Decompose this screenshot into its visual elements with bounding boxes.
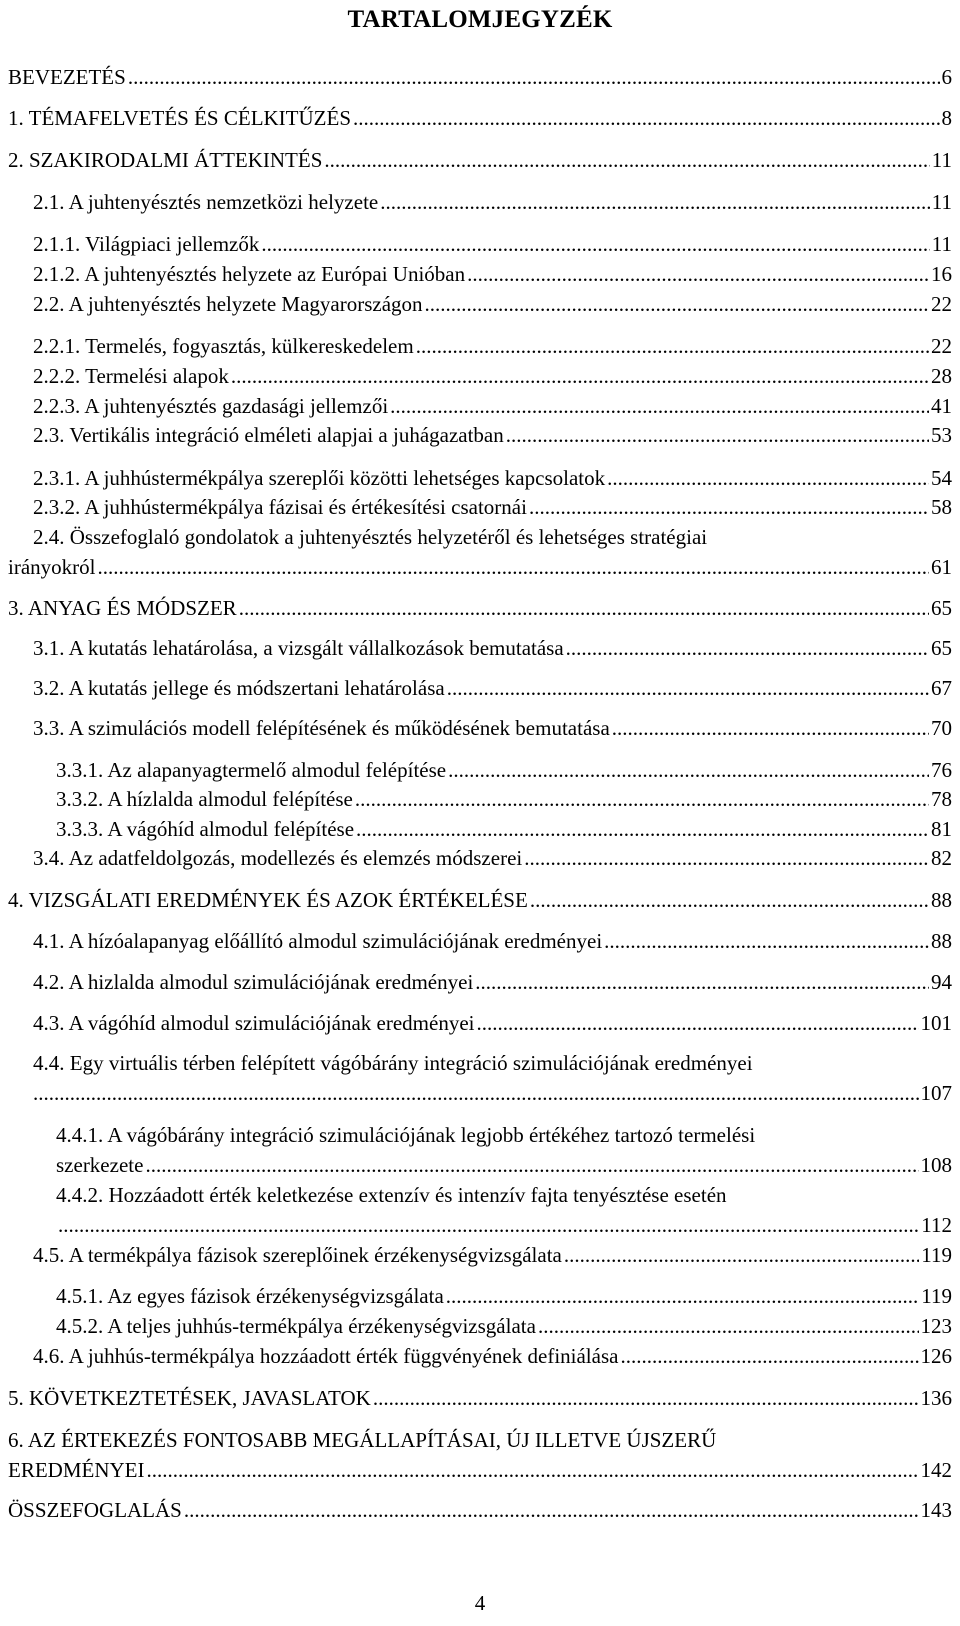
toc-entry-4-2[interactable]	[8, 967, 952, 997]
toc-leader	[476, 1008, 918, 1038]
toc-leader	[564, 1240, 919, 1270]
toc-entry-text: 3.3.1. Az alapanyagtermelő almodul felépítése	[56, 758, 447, 782]
toc-entry-2-3-1[interactable]	[8, 463, 952, 493]
toc-leader	[530, 885, 929, 915]
toc-entry-page: 22	[931, 292, 952, 316]
toc-entry-5[interactable]	[8, 1383, 952, 1413]
toc-entry-2-2[interactable]	[8, 289, 952, 319]
toc-entry-text: 2.1. A juhtenyésztés nemzetközi helyzete	[33, 190, 379, 214]
toc-entry-text: 3.1. A kutatás lehatárolása, a vizsgált vállalkozások bemutatása	[33, 636, 564, 660]
toc-leader	[355, 784, 929, 814]
toc-entry-3-3-2[interactable]	[8, 784, 952, 814]
toc-entry-text: 4.5.1. Az egyes fázisok érzékenységvizsgálata	[56, 1284, 444, 1308]
toc-leader	[373, 1383, 919, 1413]
toc-entry-page: 8	[941, 106, 952, 130]
toc-entry-text: 2.3.1. A juhhústermékpálya szereplői közötti lehetséges kapcsolatok	[33, 466, 606, 490]
toc-entry-4-4[interactable]	[8, 1048, 952, 1108]
toc-leader	[356, 814, 929, 844]
toc-leader	[538, 1311, 919, 1341]
toc-entry-page: 70	[931, 716, 952, 740]
toc-entry-2-2-1[interactable]	[8, 331, 952, 361]
toc-entry-page: 142	[920, 1458, 952, 1482]
toc-entry-2-3[interactable]	[8, 420, 952, 450]
toc-entry-page: 123	[920, 1314, 952, 1338]
toc-entry-text: 3.3. A szimulációs modell felépítésének és működésének bemutatása	[33, 716, 610, 740]
toc-leader	[446, 1281, 920, 1311]
toc-entry-text: 4.5.2. A teljes juhhús-termékpálya érzékenységvizsgálata	[56, 1314, 536, 1338]
toc-entry-6[interactable]	[8, 1425, 952, 1485]
toc-leader	[146, 1455, 918, 1485]
toc-entry-2-1[interactable]	[8, 187, 952, 217]
toc-leader	[607, 463, 929, 493]
toc-entry-page: 41	[931, 394, 952, 418]
toc-leader	[566, 633, 929, 663]
toc-entry-text: 4.6. A juhhús-termékpálya hozzáadott érték függvényének definiálása	[33, 1344, 619, 1368]
toc-entry-page: 76	[931, 758, 952, 782]
toc-entry-3-3-1[interactable]	[8, 755, 952, 785]
toc-entry-2-2-2[interactable]	[8, 361, 952, 391]
toc-entry-4-5-2[interactable]	[8, 1311, 952, 1341]
toc-leader	[58, 1210, 919, 1240]
toc-entry-3-2[interactable]	[8, 673, 952, 703]
toc-entry-2-1-1[interactable]	[8, 229, 952, 259]
toc-entry-page: 58	[931, 495, 952, 519]
toc-entry-page: 108	[920, 1153, 952, 1177]
toc-leader	[353, 103, 939, 133]
toc-leader	[416, 331, 929, 361]
toc-entry-text: ÖSSZEFOGLALÁS	[8, 1498, 182, 1522]
toc-leader	[145, 1150, 918, 1180]
toc-entry-text: 2.1.2. A juhtenyésztés helyzete az Európai Unióban	[33, 262, 466, 286]
toc-entry-text: 3.3.2. A hízlalda almodul felépítése	[56, 787, 353, 811]
toc-entry-text: 2.2.3. A juhtenyésztés gazdasági jellemzői	[33, 394, 389, 418]
toc-entry-page: 119	[921, 1243, 952, 1267]
toc-entry-page: 22	[931, 334, 952, 358]
toc-entry-page: 53	[931, 423, 952, 447]
toc-leader	[128, 62, 940, 92]
toc-entry-page: 119	[921, 1284, 952, 1308]
toc-entry-text: EREDMÉNYEI	[8, 1458, 145, 1482]
toc-title: TARTALOMJEGYZÉK	[347, 6, 613, 33]
toc-entry-text: BEVEZETÉS	[8, 65, 126, 89]
toc-leader	[261, 229, 929, 259]
toc-entry-text-first-line: 2.4. Összefoglaló gondolatok a juhtenyésztés helyzetéről és lehetséges stratégiai	[33, 525, 708, 549]
toc-leader	[239, 593, 929, 623]
toc-leader	[324, 145, 929, 175]
toc-entry-text: irányokról	[8, 555, 96, 579]
toc-entry-osszefoglalas[interactable]	[8, 1495, 952, 1525]
toc-leader	[524, 843, 929, 873]
toc-entry-text: szerkezete	[56, 1153, 144, 1177]
toc-entry-2[interactable]	[8, 145, 952, 175]
toc-entry-page: 94	[931, 970, 952, 994]
toc-entry-page: 67	[931, 676, 952, 700]
toc-entry-text: 4.2. A hizlalda almodul szimulációjának eredményei	[33, 970, 474, 994]
toc-entry-page: 11	[931, 232, 952, 256]
toc-leader	[33, 1078, 919, 1108]
toc-leader	[448, 755, 929, 785]
toc-leader	[425, 289, 929, 319]
toc-entry-page: 61	[931, 555, 952, 579]
toc-leader	[475, 967, 929, 997]
toc-leader	[184, 1495, 919, 1525]
toc-entry-text: 5. KÖVETKEZTETÉSEK, JAVASLATOK	[8, 1386, 371, 1410]
toc-entry-page: 126	[920, 1344, 952, 1368]
toc-entry-text: 2.3.2. A juhhústermékpálya fázisai és értékesítési csatornái	[33, 495, 527, 519]
toc-entry-text: 2.2.2. Termelési alapok	[33, 364, 229, 388]
toc-entry-page: 78	[931, 787, 952, 811]
toc-entry-page: 81	[931, 817, 952, 841]
toc-leader	[231, 361, 929, 391]
toc-leader	[604, 926, 929, 956]
toc-entry-page: 65	[931, 596, 952, 620]
toc-entry-text-first-line: 4.4.1. A vágóbárány integráció szimulációjának legjobb értékéhez tartozó termelési	[56, 1123, 756, 1147]
toc-entry-3-1[interactable]	[8, 633, 952, 663]
toc-entry-2-3-2[interactable]	[8, 492, 952, 522]
toc-entry-2-4[interactable]	[8, 522, 952, 582]
toc-entry-text: 4.5. A termékpálya fázisok szereplőinek érzékenységvizsgálata	[33, 1243, 562, 1267]
toc-entry-text: 3.2. A kutatás jellege és módszertani lehatárolása	[33, 676, 445, 700]
toc-leader	[447, 673, 929, 703]
toc-entry-4-3[interactable]	[8, 1008, 952, 1038]
toc-entry-page: 107	[920, 1081, 952, 1105]
toc-entry-page: 28	[931, 364, 952, 388]
toc-leader	[506, 420, 929, 450]
toc-leader	[529, 492, 929, 522]
toc-entry-page: 11	[931, 148, 952, 172]
toc-entry-4-4-2[interactable]	[8, 1180, 952, 1240]
toc-entry-3-3-3[interactable]	[8, 814, 952, 844]
toc-entry-4-1[interactable]	[8, 926, 952, 956]
toc-entry-text: 2.2.1. Termelés, fogyasztás, külkereskedelem	[33, 334, 414, 358]
toc-entry-page: 82	[931, 846, 952, 870]
toc-entry-text: 3. ANYAG ÉS MÓDSZER	[8, 596, 237, 620]
toc-leader	[97, 552, 929, 582]
toc-entry-4-5[interactable]	[8, 1240, 952, 1270]
toc-entry-text: 3.4. Az adatfeldolgozás, modellezés és elemzés módszerei	[33, 846, 523, 870]
toc-entry-3-4[interactable]	[8, 843, 952, 873]
toc-entry-text: 2.3. Vertikális integráció elméleti alapjai a juhágazatban	[33, 423, 504, 447]
toc-entry-text: 3.3.3. A vágóhíd almodul felépítése	[56, 817, 355, 841]
toc-leader	[612, 713, 929, 743]
toc-entry-page: 6	[941, 65, 952, 89]
toc-entry-4-5-1[interactable]	[8, 1281, 952, 1311]
toc-entry-text: 4.1. A hízóalapanyag előállító almodul szimulációjának eredményei	[33, 929, 603, 953]
toc-entry-text: 2.1.1. Világpiaci jellemzők	[33, 232, 260, 256]
toc-entry-text: 4. VIZSGÁLATI EREDMÉNYEK ÉS AZOK ÉRTÉKELÉSE	[8, 888, 528, 912]
page-number: 4	[474, 1591, 486, 1615]
toc-entry-bevezetes[interactable]	[8, 62, 952, 92]
toc-entry-1[interactable]	[8, 103, 952, 133]
toc-entry-page: 65	[931, 636, 952, 660]
toc-entry-page: 54	[931, 466, 952, 490]
toc-entry-page: 143	[920, 1498, 952, 1522]
toc-entry-3[interactable]	[8, 593, 952, 623]
toc-entry-page: 16	[931, 262, 952, 286]
toc-entry-page: 11	[931, 190, 952, 214]
toc-entry-page: 136	[920, 1386, 952, 1410]
toc-leader	[380, 187, 930, 217]
toc-entry-page: 101	[920, 1011, 952, 1035]
toc-entry-page: 112	[921, 1213, 952, 1237]
toc-entry-2-1-2[interactable]	[8, 259, 952, 289]
toc-entry-text-first-line: 6. AZ ÉRTEKEZÉS FONTOSABB MEGÁLLAPÍTÁSAI, ÚJ ILLETVE ÚJSZERŰ	[8, 1428, 717, 1452]
toc-entry-text: 1. TÉMAFELVETÉS ÉS CÉLKITŰZÉS	[8, 106, 352, 130]
toc-entry-3-3[interactable]	[8, 713, 952, 743]
toc-entry-text: 4.3. A vágóhíd almodul szimulációjának eredményei	[33, 1011, 475, 1035]
toc-entry-text-first-line: 4.4. Egy virtuális térben felépített vágóbárány integráció szimulációjának eredményei	[33, 1051, 753, 1075]
toc-leader	[620, 1341, 918, 1371]
toc-leader	[467, 259, 929, 289]
toc-entry-4-4-1[interactable]	[8, 1120, 952, 1180]
toc-entry-page: 88	[931, 929, 952, 953]
toc-entry-page: 88	[931, 888, 952, 912]
toc-entry-2-2-3[interactable]	[8, 391, 952, 421]
toc-leader	[390, 391, 929, 421]
toc-entry-4-6[interactable]	[8, 1341, 952, 1371]
toc-entry-text: 2.2. A juhtenyésztés helyzete Magyarországon	[33, 292, 423, 316]
toc-entry-text: 2. SZAKIRODALMI ÁTTEKINTÉS	[8, 148, 323, 172]
toc-entry-4[interactable]	[8, 885, 952, 915]
toc-entry-text-first-line: 4.4.2. Hozzáadott érték keletkezése extenzív és intenzív fajta tenyésztése esetén	[56, 1183, 727, 1207]
